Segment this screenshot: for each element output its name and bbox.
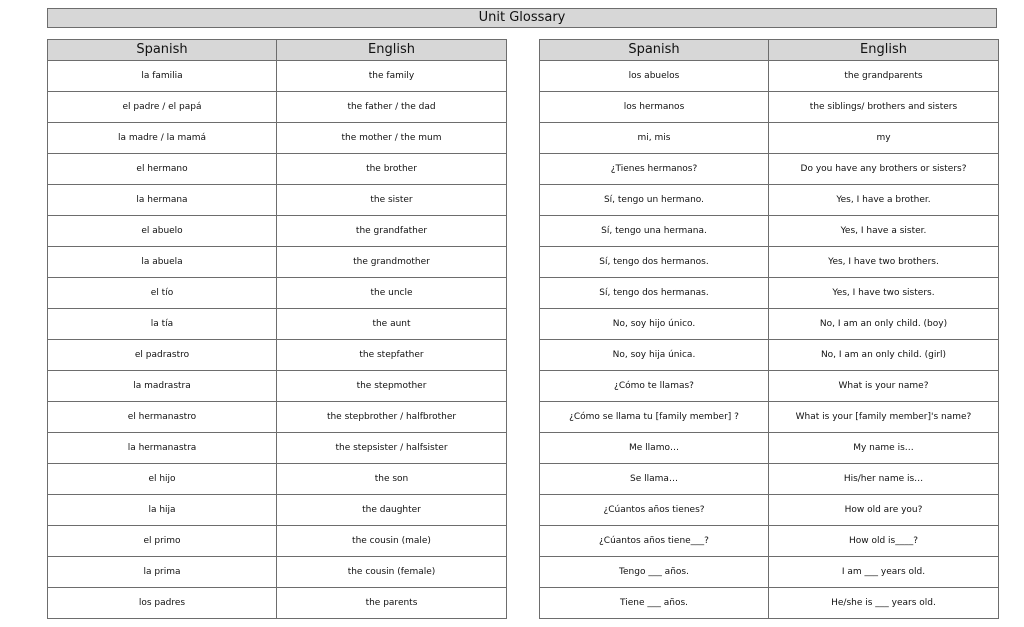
table-row [48,340,507,371]
spanish-term: el hijo [48,464,277,495]
spanish-term: No, soy hija única. [540,340,769,371]
english-translation: the aunt [277,309,507,340]
table-row [48,92,507,123]
english-translation: How old are you? [769,495,999,526]
spanish-term: Se llama… [540,464,769,495]
english-translation: the cousin (male) [277,526,507,557]
spanish-term: los hermanos [540,92,769,123]
english-translation: the sister [277,185,507,216]
table-row [48,588,507,619]
table-row [48,61,507,92]
spanish-term: Me llamo… [540,433,769,464]
table-row [540,433,999,464]
spanish-term: ¿Cúantos años tienes? [540,495,769,526]
english-translation: the mother / the mum [277,123,507,154]
table-row [48,123,507,154]
table-row [540,402,999,433]
spanish-term: el padrastro [48,340,277,371]
table-row [540,247,999,278]
spanish-term: mi, mis [540,123,769,154]
english-translation: the siblings/ brothers and sisters [769,92,999,123]
spanish-term: los abuelos [540,61,769,92]
table-row [48,433,507,464]
table-row [540,588,999,619]
english-translation: the stepbrother / halfbrother [277,402,507,433]
table-row [540,371,999,402]
spanish-term: el tío [48,278,277,309]
spanish-term: la hija [48,495,277,526]
spanish-term: la madrastra [48,371,277,402]
spanish-term: ¿Cómo se llama tu [family member] ? [540,402,769,433]
english-translation: the stepmother [277,371,507,402]
spanish-term: el padre / el papá [48,92,277,123]
english-translation: I am ___ years old. [769,557,999,588]
english-translation: the stepfather [277,340,507,371]
english-translation: the cousin (female) [277,557,507,588]
spanish-term: la familia [48,61,277,92]
spanish-term: el hermano [48,154,277,185]
english-translation: What is your name? [769,371,999,402]
spanish-term: Sí, tengo un hermano. [540,185,769,216]
spanish-term: los padres [48,588,277,619]
spanish-term: No, soy hijo único. [540,309,769,340]
table-row [48,185,507,216]
spanish-term: la hermana [48,185,277,216]
table-row [540,495,999,526]
table-row [540,185,999,216]
column-header-spanish: Spanish [48,40,277,61]
table-row [540,340,999,371]
english-translation: the brother [277,154,507,185]
table-row [540,92,999,123]
spanish-term: la abuela [48,247,277,278]
glossary-table-right [539,39,999,619]
spanish-term: la madre / la mamá [48,123,277,154]
english-translation: What is your [family member]'s name? [769,402,999,433]
english-translation: the daughter [277,495,507,526]
spanish-term: Sí, tengo dos hermanos. [540,247,769,278]
english-translation: my [769,123,999,154]
table-row [540,309,999,340]
english-translation: the father / the dad [277,92,507,123]
english-translation: He/she is ___ years old. [769,588,999,619]
glossary-table-left [47,39,507,619]
table-row [48,278,507,309]
spanish-term: la tía [48,309,277,340]
english-translation: the uncle [277,278,507,309]
spanish-term: la prima [48,557,277,588]
table-row [540,464,999,495]
english-translation: My name is… [769,433,999,464]
spanish-term: la hermanastra [48,433,277,464]
table-body [48,61,507,619]
table-row [48,526,507,557]
english-translation: the grandparents [769,61,999,92]
spanish-term: Tengo ___ años. [540,557,769,588]
table-row [48,216,507,247]
table-row [48,247,507,278]
spanish-term: ¿Tienes hermanos? [540,154,769,185]
english-translation: His/her name is… [769,464,999,495]
table-row [48,557,507,588]
table-header-row [48,40,507,61]
column-header-spanish: Spanish [540,40,769,61]
english-translation: Yes, I have two sisters. [769,278,999,309]
english-translation: the parents [277,588,507,619]
table-row [48,495,507,526]
english-translation: the grandfather [277,216,507,247]
english-translation: Yes, I have a brother. [769,185,999,216]
english-translation: the stepsister / halfsister [277,433,507,464]
table-body [540,61,999,619]
spanish-term: el hermanastro [48,402,277,433]
table-row [48,464,507,495]
english-translation: the son [277,464,507,495]
table-row [48,402,507,433]
english-translation: the family [277,61,507,92]
table-row [540,123,999,154]
glossary-title: Unit Glossary [47,8,997,28]
column-header-english: English [277,40,507,61]
english-translation: the grandmother [277,247,507,278]
table-row [48,309,507,340]
spanish-term: Sí, tengo una hermana. [540,216,769,247]
spanish-term: Sí, tengo dos hermanas. [540,278,769,309]
table-row [540,154,999,185]
table-row [540,61,999,92]
table-row [540,278,999,309]
table-row [540,216,999,247]
column-header-english: English [769,40,999,61]
table-row [48,154,507,185]
table-row [48,371,507,402]
spanish-term: el primo [48,526,277,557]
table-row [540,557,999,588]
spanish-term: ¿Cúantos años tiene___? [540,526,769,557]
english-translation: Do you have any brothers or sisters? [769,154,999,185]
english-translation: No, I am an only child. (girl) [769,340,999,371]
english-translation: No, I am an only child. (boy) [769,309,999,340]
english-translation: Yes, I have two brothers. [769,247,999,278]
english-translation: Yes, I have a sister. [769,216,999,247]
english-translation: How old is____? [769,526,999,557]
spanish-term: el abuelo [48,216,277,247]
table-row [540,526,999,557]
spanish-term: ¿Cómo te llamas? [540,371,769,402]
table-header-row [540,40,999,61]
spanish-term: Tiene ___ años. [540,588,769,619]
